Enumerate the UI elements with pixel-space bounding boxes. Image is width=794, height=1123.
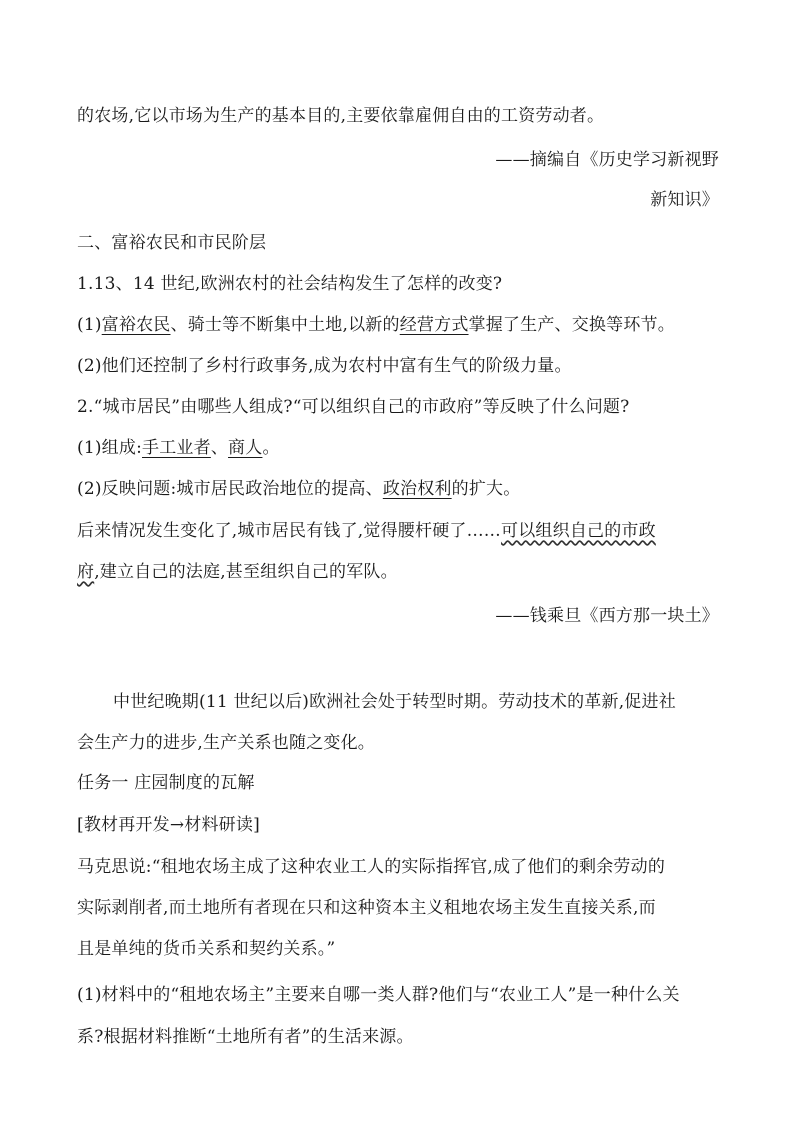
question-line: 系?根据材料推断“土地所有者”的生活来源。	[77, 1027, 414, 1047]
wavy-underlined-phrase: 可以组织自己的市政	[501, 521, 656, 541]
citation-line: 新知识》	[650, 190, 719, 210]
question-line: 1.13、14 世纪,欧洲农村的社会结构发生了怎样的改变?	[77, 274, 503, 294]
text-line: 的农场,它以市场为生产的基本目的,主要依靠雇佣自由的工资劳动者。	[77, 106, 605, 126]
underlined-term: 手工业者	[142, 438, 211, 458]
task-heading: 任务一 庄园制度的瓦解	[77, 773, 255, 793]
paragraph-line: 会生产力的进步,生产关系也随之变化。	[77, 733, 376, 753]
question-line: 2.“城市居民”由哪些人组成?“可以组织自己的市政府”等反映了什么问题?	[77, 397, 630, 417]
underlined-term: 政治权利	[382, 479, 452, 499]
quote-line: 府,建立自己的法庭,甚至组织自己的军队。	[77, 562, 398, 582]
material-line: 且是单纯的货币关系和契约关系。”	[77, 939, 336, 959]
quote-line: 后来情况发生变化了,城市居民有钱了,觉得腰杆硬了……可以组织自己的市政	[77, 521, 656, 541]
subsection-label: [教材再开发→材料研读]	[77, 815, 260, 835]
wavy-underlined-phrase: 府	[77, 562, 95, 582]
section-heading: 二、富裕农民和市民阶层	[77, 233, 267, 253]
citation-line: ——钱乘旦《西方那一块土》	[495, 606, 719, 626]
paragraph-line: 中世纪晚期(11 世纪以后)欧洲社会处于转型时期。劳动技术的革新,促进社	[113, 692, 676, 712]
underlined-term: 经营方式	[399, 315, 469, 335]
material-line: 马克思说:“租地农场主成了这种农业工人的实际指挥官,成了他们的剩余劳动的	[77, 857, 666, 877]
answer-line: (1)富裕农民、骑士等不断集中土地,以新的经营方式掌握了生产、交换等环节。	[77, 315, 675, 335]
underlined-term: 商人	[228, 438, 263, 458]
answer-line: (2)反映问题:城市居民政治地位的提高、政治权利的扩大。	[77, 479, 521, 499]
question-line: (1)材料中的“租地农场主”主要来自哪一类人群?他们与“农业工人”是一种什么关	[77, 985, 680, 1005]
answer-line: (1)组成:手工业者、商人。	[77, 438, 280, 458]
material-line: 实际剥削者,而土地所有者现在只和这种资本主义租地农场主发生直接关系,而	[77, 898, 656, 918]
answer-line: (2)他们还控制了乡村行政事务,成为农村中富有生气的阶级力量。	[77, 356, 572, 376]
citation-line: ——摘编自《历史学习新视野	[495, 150, 719, 170]
underlined-term: 富裕农民	[101, 315, 171, 335]
